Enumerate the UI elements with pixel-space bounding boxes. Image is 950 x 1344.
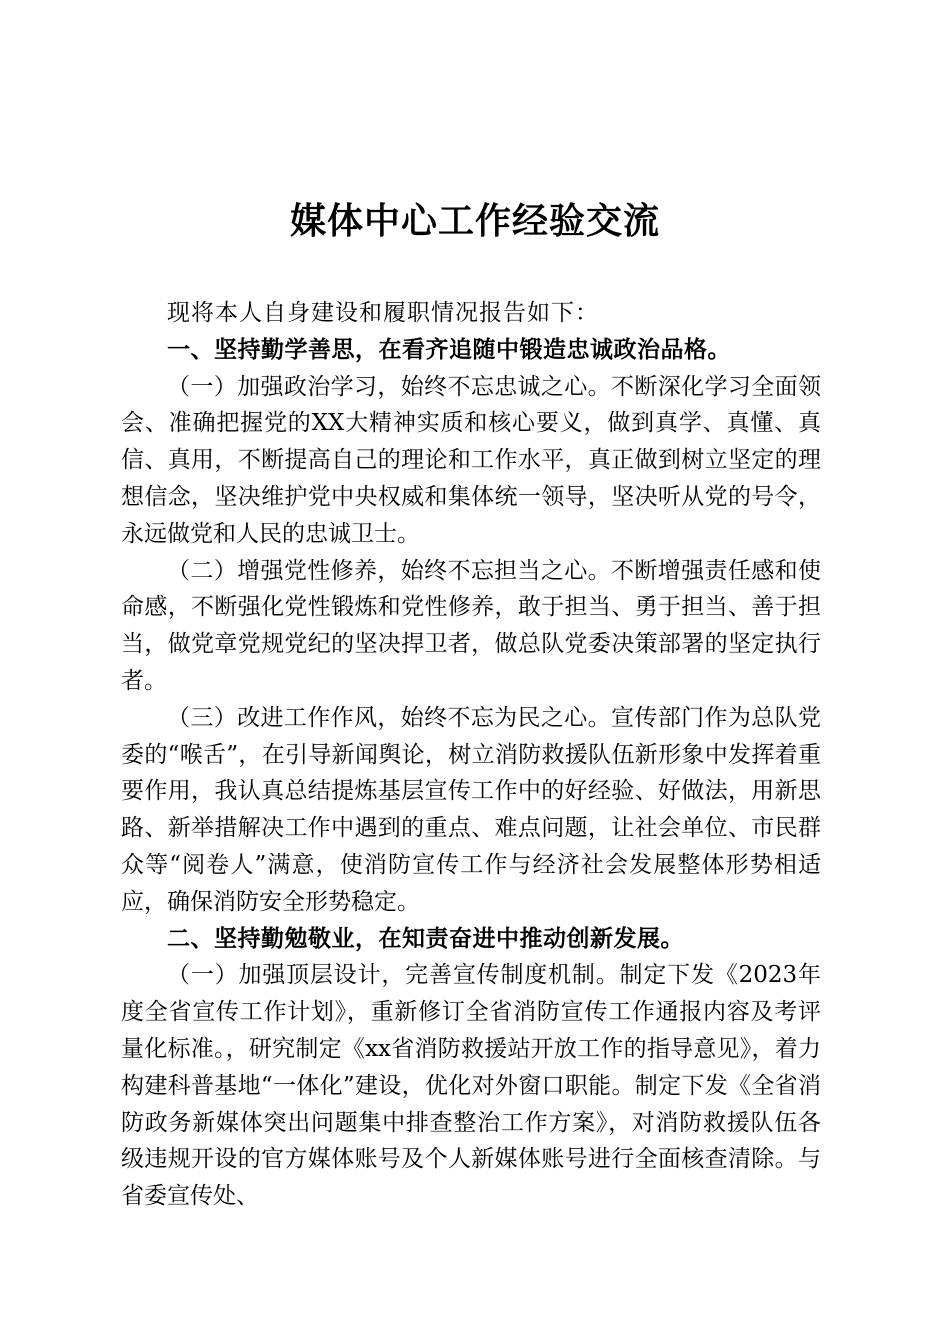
body-paragraph: （一）加强政治学习，始终不忘忠诚之心。不断深化学习全面领会、准确把握党的XX大精神实质和核心要义，做到真学、真懂、真信、真用，不断提高自己的理论和工作水平，真正做到树立坚定的理想信念，坚决维护党中央权威和集体统一领导，坚决听从党的号令，永远做党和人民的忠诚卫士。 <box>121 373 821 547</box>
body-paragraph: （三）改进工作作风，始终不忘为民之心。宣传部门作为总队党委的“喉舌”，在引导新闻舆论，树立消防救援队伍新形象中发挥着重要作用，我认真总结提炼基层宣传工作中的好经验、好做法，用新思路、新举措解决工作中遇到的重点、难点问题，让社会单位、市民群众等“阅卷人”满意，使消防宣传工作与经济社会发展整体形势相适应，确保消防安全形势稳定。 <box>121 704 821 915</box>
intro-paragraph: 现将本人自身建设和履职情况报告如下： <box>167 300 599 326</box>
body-paragraph: （二）增强党性修养，始终不忘担当之心。不断增强责任感和使命感，不断强化党性锻炼和党性修养，敢于担当、勇于担当、善于担当，做党章党规党纪的坚决捍卫者，做总队党委决策部署的坚定执行者。 <box>121 557 821 694</box>
document-body <box>121 295 821 1215</box>
section-heading-2: 二、坚持勤勉敬业，在知责奋进中推动创新发展。 <box>167 925 684 952</box>
body-paragraph: （一）加强顶层设计，完善宣传制度机制。制定下发《2023年度全省宣传工作计划》，重新修订全省消防宣传工作通报内容及考评量化标准。，研究制定《xx省消防救援站开放工作的指导意见》，着力构建科普基地“一体化”建设，优化对外窗口职能。制定下发《全省消防政务新媒体突出问题集中排查整治工作方案》，对消防救援队伍各级违规开设的官方媒体账号及个人新媒体账号进行全面核查清除。与省委宣传处、 <box>121 962 821 1210</box>
section-heading-1: 一、坚持勤学善思，在看齐追随中锻造忠诚政治品格。 <box>167 336 731 363</box>
document-title: 媒体中心工作经验交流 <box>289 200 660 242</box>
